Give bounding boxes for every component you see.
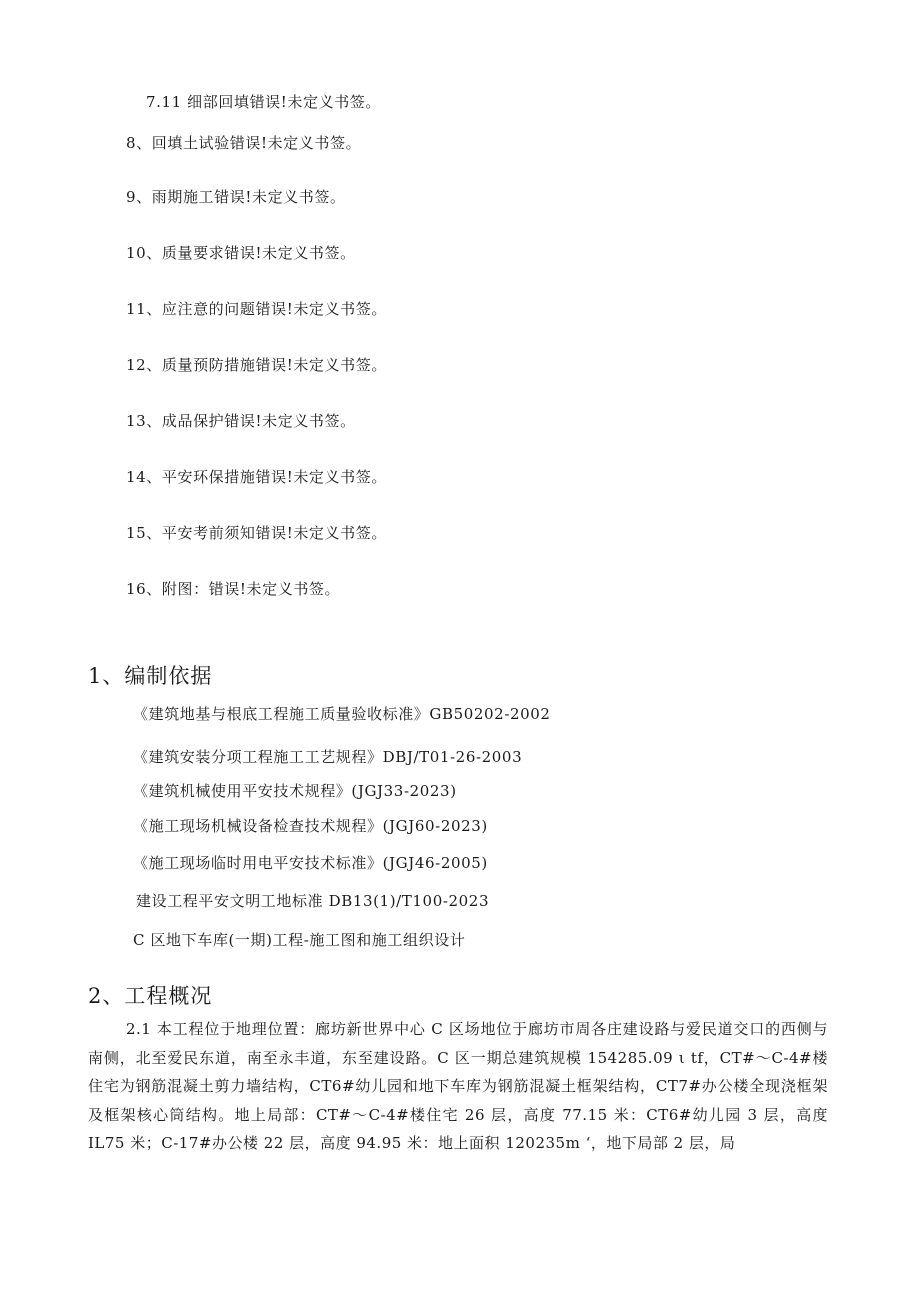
reference-item: 《建筑安装分项工程施工工艺规程》DBJ/T01-26-2003: [133, 748, 523, 766]
overview-paragraph: [88, 1015, 828, 1158]
reference-item: 《施工现场临时用电平安技术标准》(JGJ46-2005): [133, 854, 488, 872]
overview-text: 2.1 本工程位于地理位置：廊坊新世界中心 C 区场地位于廊坊市周各庄建设路与爱民道交口的西侧与南侧，北至爱民东道，南至永丰道，东至建设路。C 区一期总建筑规模 154285.09 ι tf，CT#～C-4#楼住宅为钢筋混凝土剪力墙结构，CT6#幼儿园和地下车库为钢筋混凝土框架结构，CT7#办公楼全现浇框架及框架核心筒结构。地上局部：CT#～C-4#楼住宅 26 层，高度 77.15 米：CT6#幼儿园 3 层，高度 IL75 米；C-17#办公楼 22 层，高度 94.95 米：地上面积 120235m ‘，地下局部 2 层，局: [88, 1020, 828, 1152]
section-heading-basis: 1、编制依据: [88, 664, 213, 688]
toc-item[interactable]: 13、成品保护错误!未定义书签。: [126, 412, 356, 430]
toc-item[interactable]: 14、平安环保措施错误!未定义书签。: [126, 468, 387, 486]
toc-item[interactable]: 11、应注意的问题错误!未定义书签。: [126, 300, 387, 318]
toc-item[interactable]: 8、回填土试验错误!未定义书签。: [126, 134, 362, 152]
toc-item[interactable]: 9、雨期施工错误!未定义书签。: [126, 188, 346, 206]
reference-item: 建设工程平安文明工地标准 DB13(1)/T100-2023: [136, 892, 490, 910]
toc-item[interactable]: 15、平安考前须知错误!未定义书签。: [126, 524, 387, 542]
reference-item: 《建筑地基与根底工程施工质量验收标准》GB50202-2002: [133, 705, 551, 723]
toc-item[interactable]: 10、质量要求错误!未定义书签。: [126, 244, 356, 262]
toc-item[interactable]: 12、质量预防措施错误!未定义书签。: [126, 356, 387, 374]
section-heading-overview: 2、工程概况: [88, 984, 213, 1008]
toc-item[interactable]: 7.11 细部回填错误!未定义书签。: [146, 93, 381, 111]
reference-item: 《施工现场机械设备检查技术规程》(JGJ60-2023): [133, 817, 488, 835]
reference-item: C 区地下车库(一期)工程-施工图和施工组织设计: [133, 931, 466, 949]
reference-item: 《建筑机械使用平安技术规程》(JGJ33-2023): [133, 782, 457, 800]
toc-item[interactable]: 16、附图：错误!未定义书签。: [126, 580, 341, 598]
